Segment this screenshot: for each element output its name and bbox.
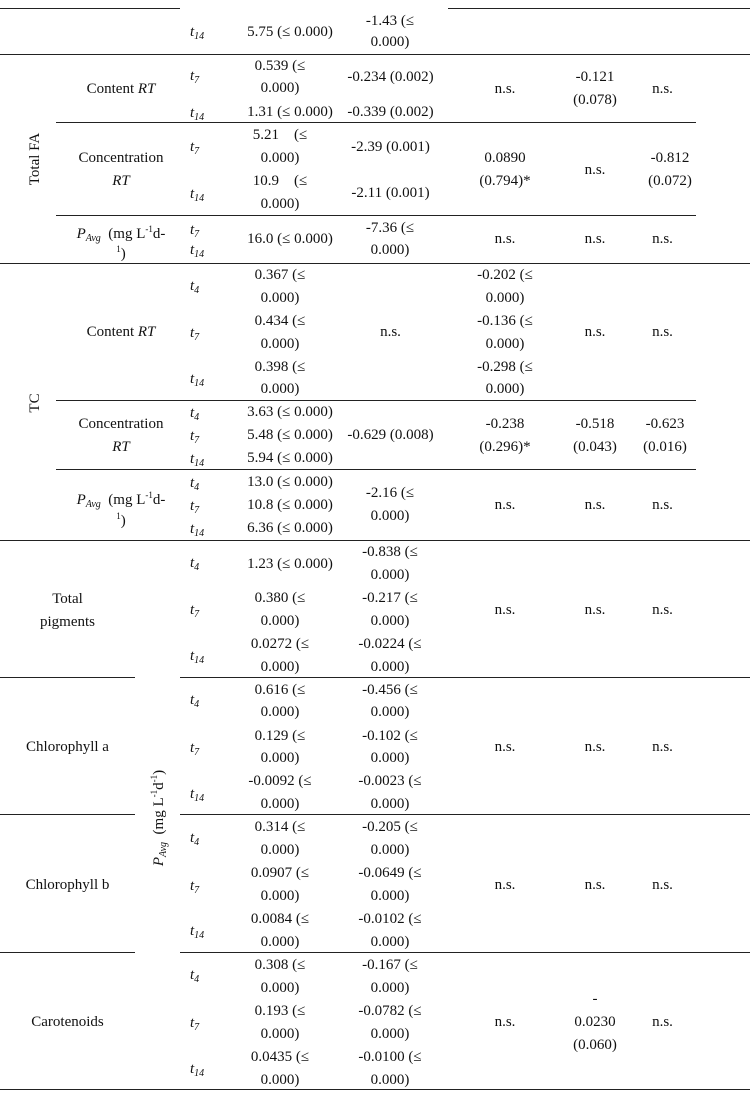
- value-cell: 5.48 (≤ 0.000): [247, 427, 333, 443]
- value-cell: n.s.: [380, 324, 401, 340]
- time-label: $t_{14}$: [190, 24, 205, 42]
- value-cell: 5.94 (≤ 0.000): [247, 450, 333, 466]
- value-cell: 0.000): [260, 659, 300, 675]
- value-cell: n.s.: [584, 739, 606, 755]
- row-label-total-pigments-2: pigments: [40, 614, 95, 630]
- value-cell: n.s.: [494, 1014, 516, 1030]
- time-label: $t_7$: [190, 222, 200, 240]
- value-cell: n.s.: [652, 81, 673, 97]
- value-cell: 0.000): [370, 508, 410, 524]
- value-cell: -0.217 (≤: [362, 590, 418, 606]
- time-label: $t_{14}$: [190, 521, 205, 539]
- value-cell: -2.39 (0.001): [351, 139, 430, 155]
- time-label: $t_4$: [190, 555, 200, 573]
- value-cell: 0.000): [370, 659, 410, 675]
- value-cell: 0.0890: [484, 150, 526, 166]
- value-cell: 0.000): [485, 290, 525, 306]
- time-label: $t_{14}$: [190, 371, 205, 389]
- value-cell: n.s.: [494, 739, 516, 755]
- value-cell: 0.000): [260, 336, 300, 352]
- value-cell: -0.202 (≤: [477, 267, 533, 283]
- rule: [56, 469, 696, 470]
- value-cell: 3.63 (≤ 0.000): [247, 404, 333, 420]
- value-cell: -0.0782 (≤: [358, 1003, 422, 1019]
- value-cell: n.s.: [584, 324, 606, 340]
- value-cell: 0.000): [370, 242, 410, 258]
- value-cell: 1.31 (≤ 0.000): [247, 104, 333, 120]
- value-cell: 0.000): [260, 980, 300, 996]
- value-cell: 0.000): [260, 750, 300, 766]
- value-cell: 0.000): [370, 842, 410, 858]
- value-cell: 0.000): [485, 381, 525, 397]
- value-cell: 0.616 (≤: [254, 682, 306, 698]
- value-cell: 10.8 (≤ 0.000): [247, 497, 333, 513]
- time-label: $t_{14}$: [190, 186, 205, 204]
- value-cell: 0.000): [260, 290, 300, 306]
- value-cell: 0.367 (≤: [254, 267, 306, 283]
- value-cell: 0.000): [370, 1026, 410, 1042]
- time-label: $t_4$: [190, 405, 200, 423]
- value-cell: -0.629 (0.008): [347, 427, 434, 443]
- value-cell: -0.339 (0.002): [347, 104, 434, 120]
- value-cell: n.s.: [652, 877, 673, 893]
- value-cell: n.s.: [652, 602, 673, 618]
- value-cell: -0.0023 (≤: [358, 773, 422, 789]
- value-cell: -7.36 (≤: [365, 220, 415, 236]
- row-label-concentration-rt: RT: [112, 173, 130, 189]
- value-cell: -0.136 (≤: [477, 313, 533, 329]
- value-cell: (0.078): [573, 92, 617, 108]
- value-cell: -0.623: [645, 416, 685, 432]
- value-cell: n.s.: [584, 602, 606, 618]
- rule: [0, 8, 180, 9]
- value-cell: 0.000): [260, 1026, 300, 1042]
- value-cell: n.s.: [584, 497, 606, 513]
- rule: [0, 54, 750, 55]
- time-label: $t_{14}$: [190, 242, 205, 260]
- value-cell: -0.121: [575, 69, 615, 85]
- value-cell: -0.205 (≤: [362, 819, 418, 835]
- value-cell: (0.794)*: [479, 173, 531, 189]
- value-cell: 5.75 (≤ 0.000): [247, 24, 333, 40]
- value-cell: -0.0100 (≤: [358, 1049, 422, 1065]
- group-pavg: $P_{Avg}$ (mg $L^{-1}d^{-1}$): [149, 769, 169, 867]
- row-label-pavg-cont: $^1$): [116, 511, 126, 529]
- value-cell: 0.000): [260, 934, 300, 950]
- time-label: $t_7$: [190, 878, 200, 896]
- value-cell: -0.234 (0.002): [347, 69, 434, 85]
- group-tc: TC: [27, 393, 43, 413]
- time-label: $t_{14}$: [190, 923, 205, 941]
- time-label: $t_7$: [190, 428, 200, 446]
- value-cell: 0.308 (≤: [254, 957, 306, 973]
- value-cell: -2.16 (≤: [365, 485, 415, 501]
- value-cell: 0.000): [370, 1072, 410, 1088]
- value-cell: 0.0084 (≤: [250, 911, 310, 927]
- value-cell: n.s.: [652, 497, 673, 513]
- value-cell: n.s.: [584, 162, 606, 178]
- value-cell: 0.000): [370, 567, 410, 583]
- time-label: $t_7$: [190, 602, 200, 620]
- value-cell: -0.812: [650, 150, 690, 166]
- value-cell: -0.0102 (≤: [358, 911, 422, 927]
- time-label: $t_4$: [190, 830, 200, 848]
- time-label: $t_4$: [190, 967, 200, 985]
- value-cell: -0.102 (≤: [362, 728, 418, 744]
- row-label-chlorophyll-a: Chlorophyll a: [26, 739, 109, 755]
- value-cell: 0.434 (≤: [254, 313, 306, 329]
- value-cell: n.s.: [584, 231, 606, 247]
- value-cell: -2.11 (0.001): [351, 185, 430, 201]
- time-label: $t_4$: [190, 475, 200, 493]
- row-label-content: Content RT: [86, 324, 156, 340]
- value-cell: 0.000): [485, 336, 525, 352]
- value-cell: (0.016): [643, 439, 687, 455]
- value-cell: 0.000): [370, 613, 410, 629]
- value-cell: 0.380 (≤: [254, 590, 306, 606]
- rule: [0, 677, 135, 678]
- value-cell: 1.23 (≤ 0.000): [247, 556, 333, 572]
- value-cell: -0.518: [575, 416, 615, 432]
- value-cell: 6.36 (≤ 0.000): [247, 520, 333, 536]
- value-cell: 0.000): [260, 150, 300, 166]
- value-cell: -: [592, 991, 598, 1007]
- value-cell: 0.314 (≤: [254, 819, 306, 835]
- value-cell: n.s.: [652, 231, 673, 247]
- value-cell: 0.000): [260, 196, 300, 212]
- value-cell: 0.000): [260, 1072, 300, 1088]
- value-cell: n.s.: [652, 739, 673, 755]
- time-label: $t_7$: [190, 325, 200, 343]
- time-label: $t_7$: [190, 1015, 200, 1033]
- rule: [0, 814, 135, 815]
- value-cell: n.s.: [494, 81, 516, 97]
- value-cell: n.s.: [494, 497, 516, 513]
- value-cell: -0.298 (≤: [477, 359, 533, 375]
- value-cell: -0.456 (≤: [362, 682, 418, 698]
- row-label-concentration-rt: RT: [112, 439, 130, 455]
- rule: [56, 400, 696, 401]
- time-label: $t_{14}$: [190, 1061, 205, 1079]
- value-cell: -0.0649 (≤: [358, 865, 422, 881]
- time-label: $t_{14}$: [190, 105, 205, 123]
- value-cell: 0.000): [370, 888, 410, 904]
- value-cell: n.s.: [494, 877, 516, 893]
- time-label: $t_7$: [190, 498, 200, 516]
- time-label: $t_{14}$: [190, 786, 205, 804]
- value-cell: 0.000): [370, 34, 410, 50]
- row-label-concentration: Concentration: [78, 416, 164, 432]
- value-cell: n.s.: [652, 324, 673, 340]
- value-cell: 13.0 (≤ 0.000): [247, 474, 333, 490]
- value-cell: (0.072): [648, 173, 692, 189]
- value-cell: (0.043): [573, 439, 617, 455]
- value-cell: n.s.: [494, 602, 516, 618]
- rule: [448, 8, 750, 9]
- value-cell: 0.193 (≤: [254, 1003, 306, 1019]
- value-cell: 0.000): [260, 888, 300, 904]
- value-cell: 16.0 (≤ 0.000): [247, 231, 333, 247]
- value-cell: -0.0092 (≤: [248, 773, 312, 789]
- time-label: $t_7$: [190, 740, 200, 758]
- value-cell: -0.238: [485, 416, 525, 432]
- value-cell: 0.000): [260, 613, 300, 629]
- value-cell: 0.000): [260, 796, 300, 812]
- row-label-pavg: $P_{Avg}$ (mg $L^{-1}d-$: [76, 490, 166, 510]
- value-cell: n.s.: [584, 877, 606, 893]
- value-cell: 0.0435 (≤: [250, 1049, 310, 1065]
- time-label: $t_4$: [190, 692, 200, 710]
- group-total-fa: Total FA: [27, 132, 43, 186]
- value-cell: 0.000): [370, 750, 410, 766]
- value-cell: (0.296)*: [479, 439, 531, 455]
- value-cell: 0.000): [370, 796, 410, 812]
- value-cell: 0.0230: [574, 1014, 616, 1030]
- value-cell: -1.43 (≤: [365, 13, 415, 29]
- value-cell: 0.000): [260, 704, 300, 720]
- row-label-carotenoids: Carotenoids: [31, 1014, 104, 1030]
- time-label: $t_{14}$: [190, 648, 205, 666]
- value-cell: 0.129 (≤: [254, 728, 306, 744]
- value-cell: 0.0907 (≤: [250, 865, 310, 881]
- row-label-pavg-cont: $^1$): [116, 244, 126, 262]
- value-cell: 0.000): [260, 381, 300, 397]
- time-label: $t_4$: [190, 278, 200, 296]
- value-cell: -0.838 (≤: [362, 544, 418, 560]
- value-cell: -0.167 (≤: [362, 957, 418, 973]
- row-label-chlorophyll-b: Chlorophyll b: [25, 877, 110, 893]
- value-cell: 0.000): [260, 842, 300, 858]
- value-cell: 0.000): [370, 980, 410, 996]
- value-cell: 5.21 (≤: [252, 127, 308, 143]
- rule: [56, 215, 696, 216]
- value-cell: -0.0224 (≤: [358, 636, 422, 652]
- value-cell: 0.398 (≤: [254, 359, 306, 375]
- value-cell: 0.0272 (≤: [250, 636, 310, 652]
- value-cell: n.s.: [494, 231, 516, 247]
- value-cell: 0.539 (≤: [254, 58, 306, 74]
- row-label-total-pigments: Total: [52, 591, 83, 607]
- value-cell: (0.060): [573, 1037, 617, 1053]
- rule: [0, 952, 135, 953]
- row-label-content: Content RT: [86, 81, 156, 97]
- row-label-pavg: $P_{Avg}$ (mg $L^{-1}d-$: [76, 224, 166, 244]
- time-label: $t_7$: [190, 68, 200, 86]
- row-label-concentration: Concentration: [78, 150, 164, 166]
- time-label: $t_7$: [190, 139, 200, 157]
- time-label: $t_{14}$: [190, 451, 205, 469]
- value-cell: 10.9 (≤: [252, 173, 308, 189]
- value-cell: 0.000): [370, 934, 410, 950]
- value-cell: n.s.: [652, 1014, 673, 1030]
- value-cell: 0.000): [370, 704, 410, 720]
- value-cell: 0.000): [260, 80, 300, 96]
